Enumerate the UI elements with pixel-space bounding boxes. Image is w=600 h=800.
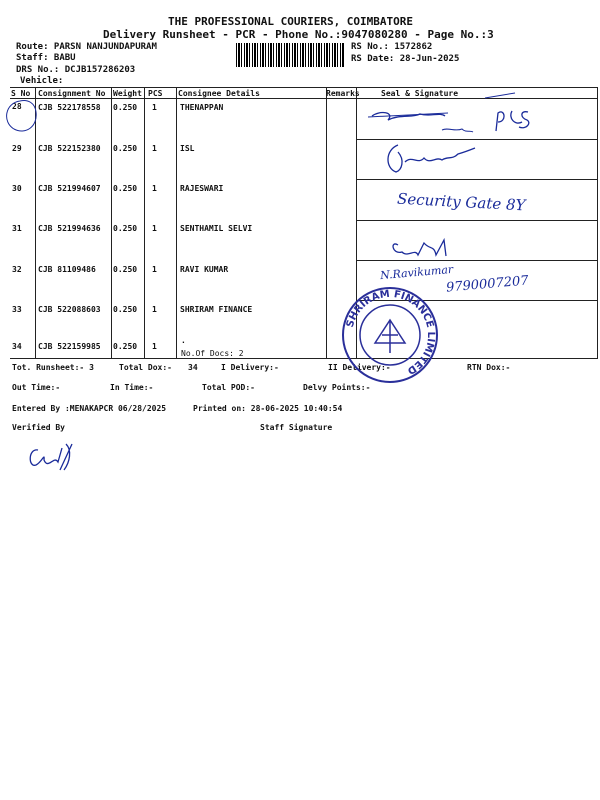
rs-date: RS Date: 28-Jun-2025 (351, 54, 460, 64)
row-pcs: 1 (152, 305, 157, 314)
row-consignee: RAVI KUMAR (180, 265, 229, 274)
out-time: Out Time:- (12, 383, 61, 392)
verified-signature (30, 444, 72, 470)
total-pod: Total POD:- (202, 383, 255, 392)
handwritten-phone: 9790007207 (445, 273, 530, 296)
row-sno: 30 (12, 184, 22, 193)
row-consignee: ISL (180, 144, 195, 153)
circle-mark (7, 100, 37, 131)
row-consignee: THENAPPAN (180, 103, 224, 112)
row-consignee: . (181, 336, 186, 345)
row-weight: 0.250 (113, 265, 138, 274)
i-delivery: I Delivery:- (221, 363, 279, 372)
handwritten-ravikumar: N.Ravikumar (379, 262, 454, 283)
no-of-docs: No.Of Docs: 2 (181, 349, 244, 358)
col-remarks: Remarks (326, 89, 360, 98)
row-consignee: SHRIRAM FINANCE (180, 305, 253, 314)
total-dox-value: 34 (188, 363, 198, 372)
drs-number: DRS No.: DCJB157286203 (16, 65, 136, 75)
col-consignee: Consignee Details (178, 89, 260, 98)
col-consignment: Consignment No (38, 89, 106, 98)
row-consignee: RAJESWARI (180, 184, 224, 193)
total-dox: Total Dox:- (119, 363, 172, 372)
signature-row29 (388, 145, 475, 172)
row-sno: 31 (12, 224, 22, 233)
row-weight: 0.250 (113, 103, 138, 112)
stamp-text: SHRIRAM FINANCE LIMITED (344, 288, 437, 377)
ii-delivery: II Delivery:- (328, 363, 391, 372)
row-sno: 29 (12, 144, 22, 153)
row-weight: 0.250 (113, 184, 138, 193)
row-pcs: 1 (152, 184, 157, 193)
row-weight: 0.250 (113, 224, 138, 233)
row-consignment: CJB 521994607 (38, 184, 101, 193)
row-consignment: CJB 521994636 (38, 224, 101, 233)
tot-runsheet: Tot. Runsheet:- 3 (12, 363, 94, 372)
row-pcs: 1 (152, 224, 157, 233)
row-sno: 34 (12, 342, 22, 351)
row-pcs: 1 (152, 342, 157, 351)
signature-row31 (393, 240, 446, 256)
row-weight: 0.250 (113, 305, 138, 314)
row-consignment: CJB 81109486 (38, 265, 96, 274)
route-label: Route: PARSN NANJUNDAPURAM (16, 42, 157, 52)
row-weight: 0.250 (113, 144, 138, 153)
handwritten-security-gate: Security Gate 8Y (396, 189, 526, 215)
in-time: In Time:- (110, 383, 154, 392)
col-pcs: PCS (148, 89, 163, 98)
rs-number: RS No.: 1572862 (351, 42, 433, 52)
row-consignment: CJB 522178558 (38, 103, 101, 112)
stamp-emblem (375, 320, 405, 353)
row-consignee: SENTHAMIL SELVI (180, 224, 253, 233)
staff-signature: Staff Signature (260, 423, 333, 432)
company-title: THE PROFESSIONAL COURIERS, COIMBATORE (168, 15, 414, 28)
row-pcs: 1 (152, 144, 157, 153)
delvy-points: Delvy Points:- (303, 383, 371, 392)
row-sno: 32 (12, 265, 22, 274)
rtn-dox: RTN Dox:- (467, 363, 511, 372)
row-consignment: CJB 522088603 (38, 305, 101, 314)
printed-on: Printed on: 28-06-2025 10:40:54 (193, 404, 343, 413)
row-sno: 33 (12, 305, 22, 314)
shriram-finance-stamp (340, 285, 440, 385)
staff-label: Staff: BABU (16, 53, 76, 63)
row-consignment: CJB 522152380 (38, 144, 101, 153)
row-sno: 28 (12, 102, 22, 111)
runsheet-subtitle: Delivery Runsheet - PCR - Phone No.:9047080280 - Page No.:3 (103, 28, 494, 41)
vehicle-label: Vehicle: (20, 76, 64, 86)
col-weight: Weight (113, 89, 142, 98)
verified-by: Verified By (12, 423, 65, 432)
row-consignment: CJB 522159985 (38, 342, 101, 351)
row-pcs: 1 (152, 103, 157, 112)
row-pcs: 1 (152, 265, 157, 274)
entered-by: Entered By :MENAKAPCR 06/28/2025 (12, 404, 167, 413)
col-seal-signature: Seal & Signature (381, 89, 459, 98)
col-sno: S No (11, 89, 31, 98)
row-weight: 0.250 (113, 342, 138, 351)
